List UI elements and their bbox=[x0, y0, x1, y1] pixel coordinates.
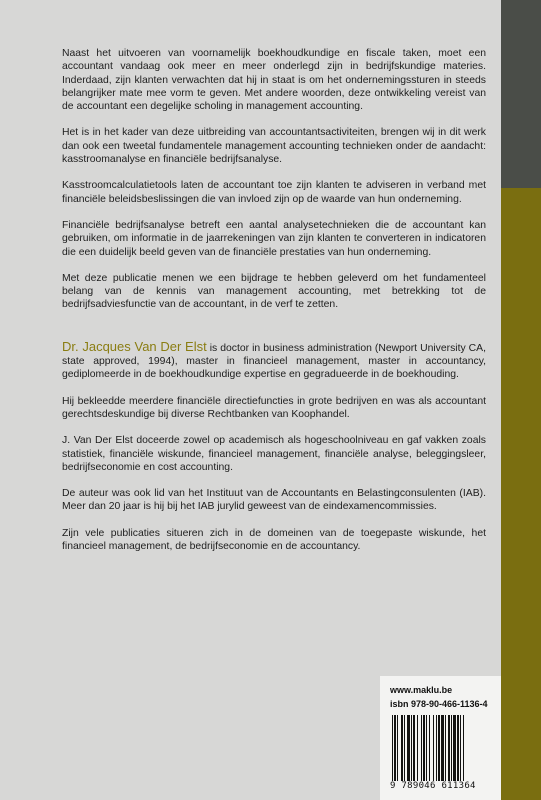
barcode-bar bbox=[392, 715, 393, 781]
barcode-box bbox=[380, 676, 501, 800]
bio-paragraph-2: J. Van Der Elst doceerde zowel op academisch als hogeschoolniveau en gaf vakken zoals statistiek, financiële wiskunde, financieel management, financiële analyse, beleggingsleer, bedrijfseconomie en cost accounting. bbox=[62, 435, 486, 473]
barcode-bar bbox=[436, 715, 437, 781]
barcode-digits: 9 789046 611364 bbox=[390, 781, 476, 791]
barcode-bar bbox=[421, 715, 422, 781]
barcode-bar bbox=[404, 715, 405, 781]
intro-paragraph-1: Naast het uitvoeren van voornamelijk boekhoudkundige en fiscale taken, moet een accountant vandaag ook meer en meer onderlegd zijn in bedrijfskundige materies. Inderdaad, zijn klanten verwachten dat hij in staat is om het ondernemingssturen in steeds belangrijker mate mee vorm te geven. Met andere woorden, deze ontwikkeling vereist van de accountant een degelijke scholing in management accounting. bbox=[62, 48, 486, 113]
bio-paragraph-4: Zijn vele publicaties situeren zich in de domeinen van de toegepaste wiskunde, het financieel management, de bedrijfseconomie en de accountancy. bbox=[62, 527, 486, 553]
author-intro-text: is doctor in business administration (Newport University CA, state approved, 1994), master in financieel management, master in accountancy, gediplomeerde in de boekhoudkundige expertise en gegradueerde in de boekhouding. bbox=[62, 342, 487, 381]
barcode-bar bbox=[397, 715, 398, 781]
author-intro bbox=[62, 340, 486, 382]
barcode-bar bbox=[411, 715, 412, 781]
barcode-bar bbox=[445, 715, 446, 781]
side-band-dark bbox=[501, 0, 541, 188]
barcode-bar bbox=[429, 715, 430, 781]
side-band-olive bbox=[501, 188, 541, 800]
intro-paragraph-5: Met deze publicatie menen we een bijdrage te hebben geleverd om het fundamenteel belang van de kennis van management accounting, met betrekking tot de bedrijfsadviesfunctie van de accountant, in de verf te zetten. bbox=[62, 272, 486, 311]
barcode-bar bbox=[453, 715, 456, 781]
bio-paragraph-3: De auteur was ook lid van het Instituut van de Accountants en Belastingconsulenten (IAB). Meer dan 20 jaar is hij bij het IAB jurylid geweest van de eindexamencommissies. bbox=[62, 488, 486, 513]
barcode-bar bbox=[423, 715, 425, 781]
publisher-url: www.maklu.be bbox=[390, 685, 453, 695]
barcode-bar bbox=[448, 715, 450, 781]
barcode-bar bbox=[451, 715, 452, 781]
barcode-bar bbox=[417, 715, 418, 781]
isbn-label: isbn 978-90-466-1136-4 bbox=[390, 699, 488, 709]
barcode-bar bbox=[441, 715, 444, 781]
barcode-bar bbox=[433, 715, 434, 781]
barcode-bar bbox=[407, 715, 410, 781]
barcode-bar bbox=[438, 715, 440, 781]
barcode-bar bbox=[394, 715, 396, 781]
barcode-bar bbox=[426, 715, 427, 781]
barcode-bar bbox=[401, 715, 403, 781]
barcode-bar bbox=[457, 715, 459, 781]
barcode-bar bbox=[463, 715, 464, 781]
intro-paragraph-2: Het is in het kader van deze uitbreiding van accountantsactiviteiten, brengen wij in dit werk dan ook een tweetal fundamentele management accounting technieken onder de aandacht: kasstroomanalyse en financiële bedrijfsanalyse. bbox=[62, 127, 486, 166]
intro-paragraph-3: Kasstroomcalculatietools laten de accountant toe zijn klanten te adviseren in verband met financiële beleidsbeslissingen die van invloed zijn op de waarde van hun onderneming. bbox=[62, 180, 486, 205]
author-name: Dr. Jacques Van Der Elst bbox=[62, 338, 207, 354]
barcode-bar bbox=[460, 715, 461, 781]
barcode-image bbox=[390, 715, 500, 781]
barcode-bar bbox=[413, 715, 415, 781]
bio-paragraph-1: Hij bekleedde meerdere financiële directiefuncties in grote bedrijven en was als accountant gerechtsdeskundige bij diverse Rechtbanken van Koophandel. bbox=[62, 395, 486, 420]
back-cover-text bbox=[62, 47, 486, 566]
intro-paragraph-4: Financiële bedrijfsanalyse betreft een aantal analysetechnieken die de accountant kan gebruiken, om informatie in de jaarrekeningen van zijn klanten te converteren in indicatoren die een duidelijk beeld geven van de financiële prestaties van hun onderneming. bbox=[62, 219, 486, 258]
